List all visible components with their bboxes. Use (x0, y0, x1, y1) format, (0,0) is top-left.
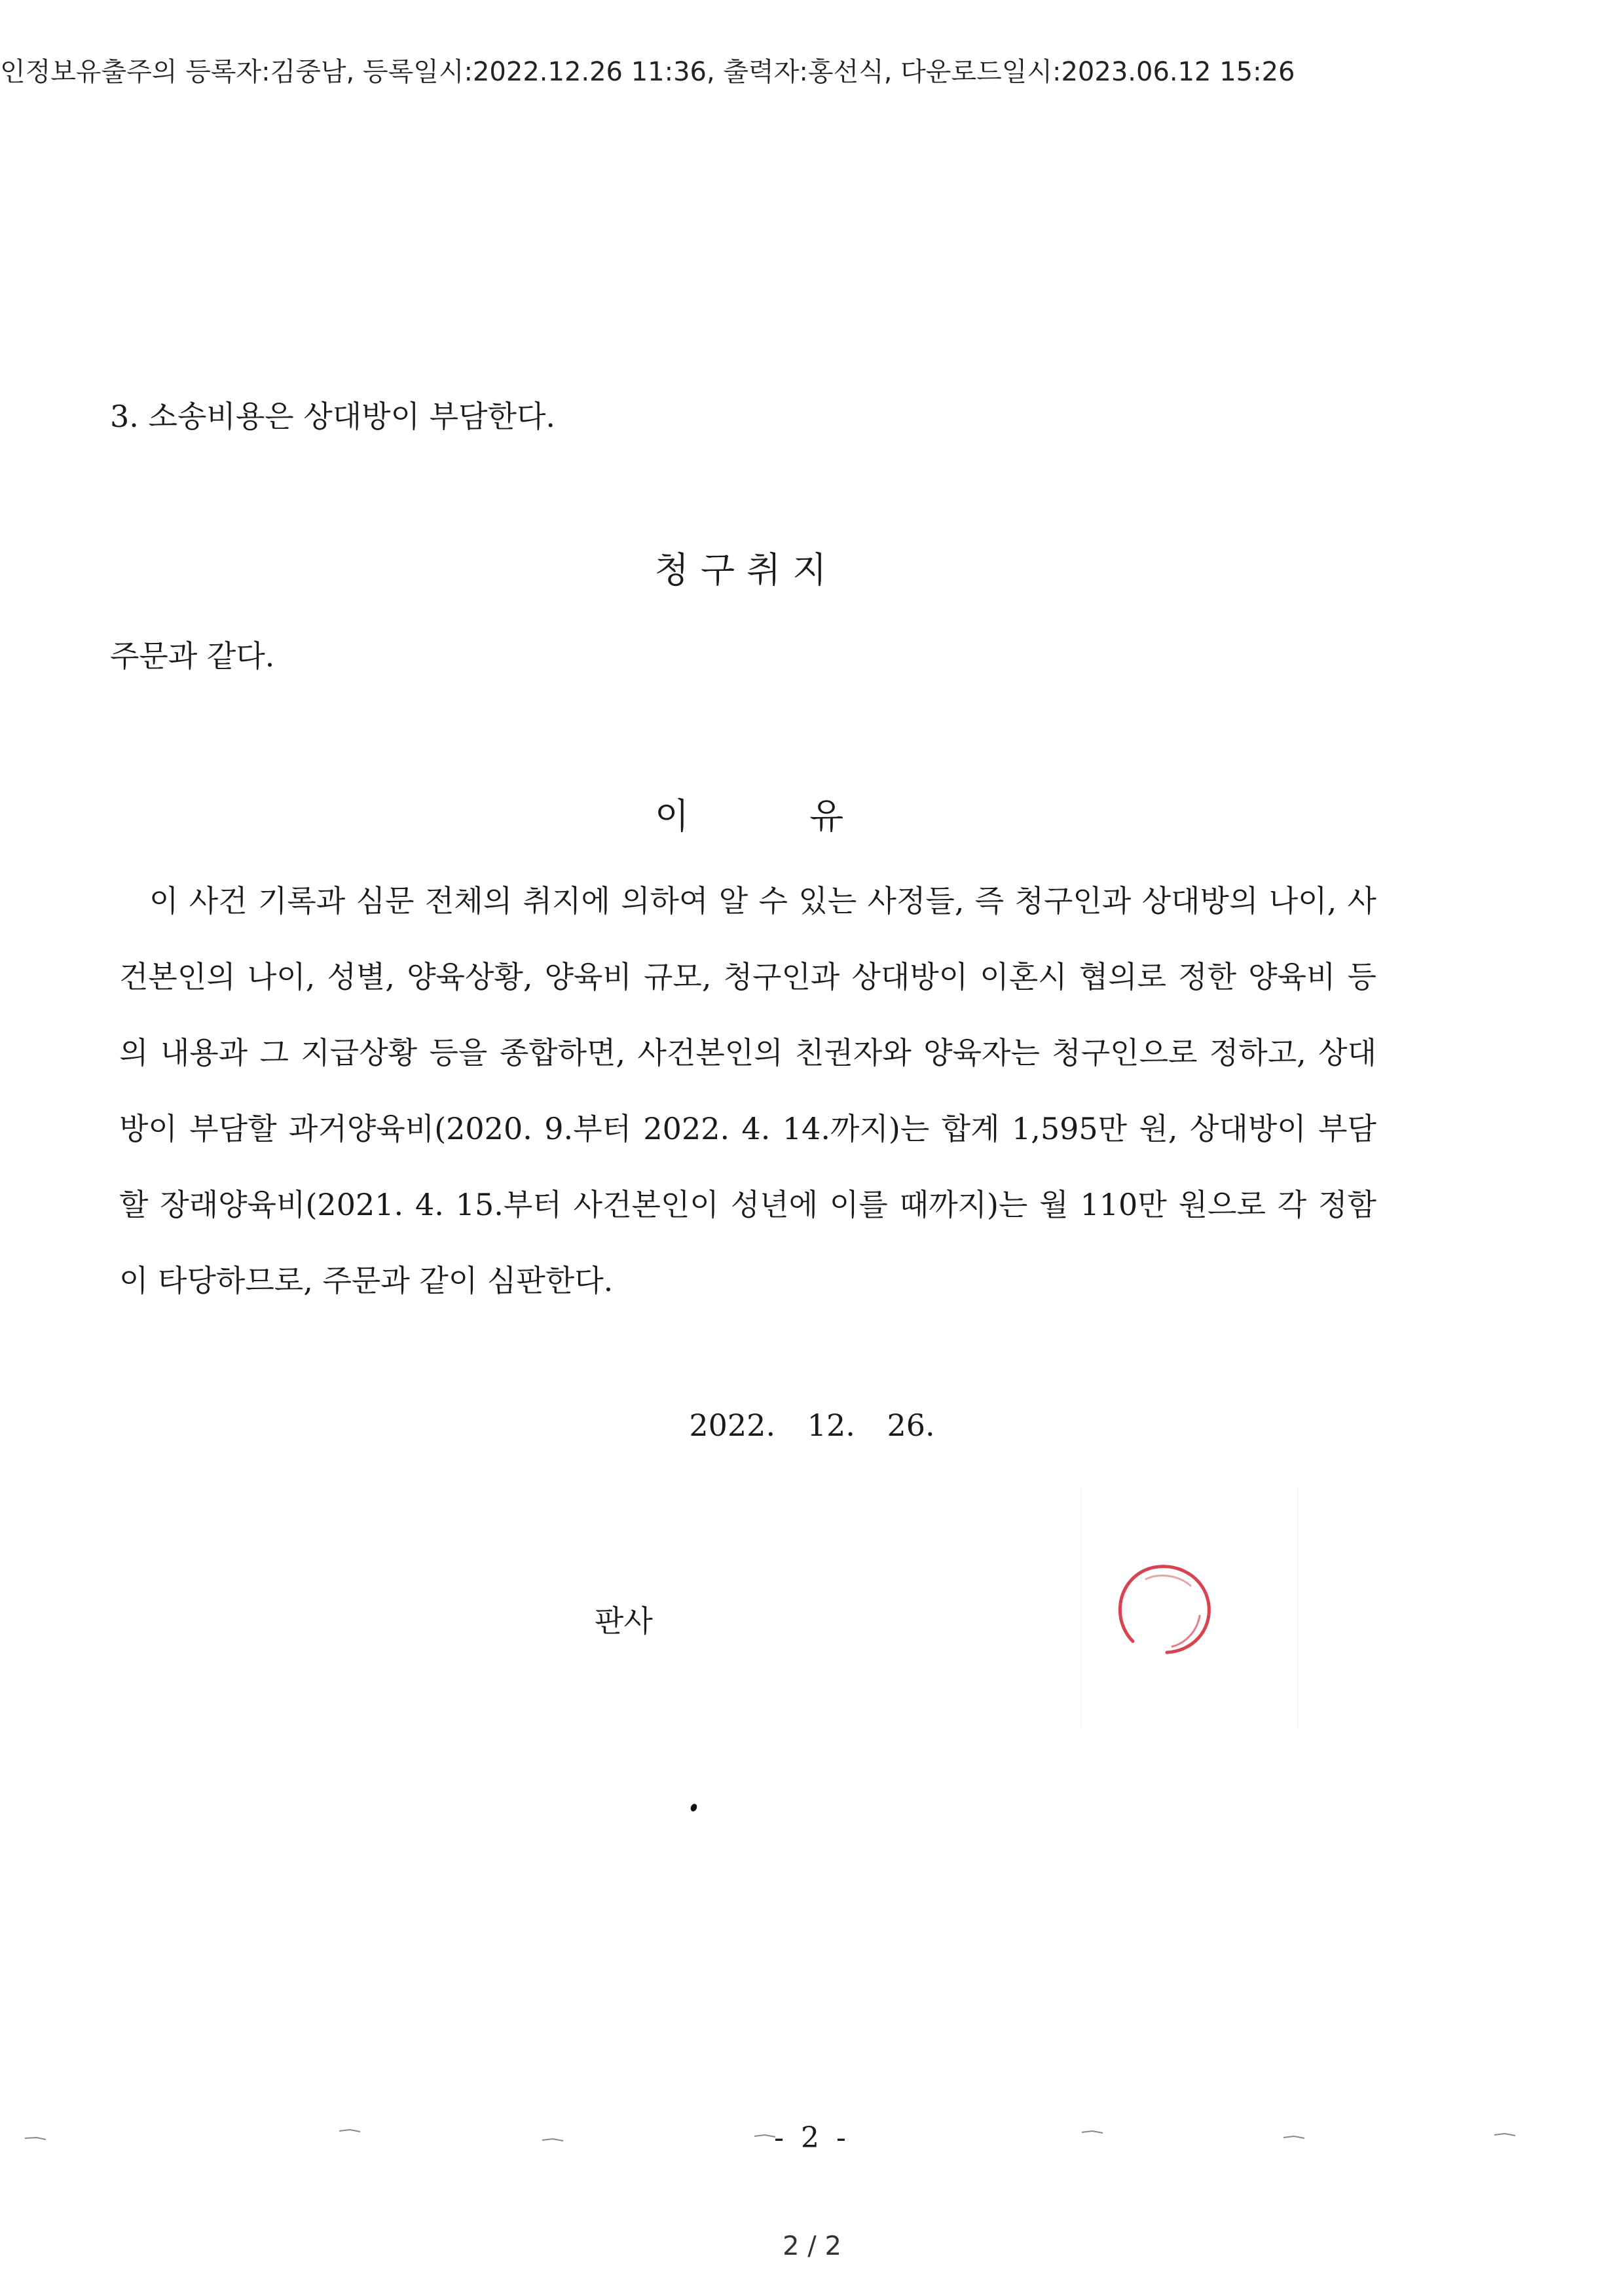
reasons-heading-left: 이 (655, 795, 690, 837)
page-counter: 2 / 2 (783, 2231, 841, 2261)
page-number: - 2 - (774, 2121, 850, 2155)
download-watermark-header: 인정보유출주의 등록자:김중남, 등록일시:2022.12.26 11:36, 출력자:홍선식, 다운로드일시:2023.06.12 15:26 (0, 57, 1295, 87)
judge-seal-stamp (1107, 1553, 1218, 1664)
scan-speck (690, 1803, 698, 1813)
claim-text: 주문과 같다. (110, 638, 275, 674)
judge-label: 판사 (595, 1603, 653, 1639)
claim-heading: 청구취지 (654, 549, 839, 591)
order-item-3: 3. 소송비용은 상대방이 부담한다. (110, 399, 556, 434)
reasons-paragraph: 이 사건 기록과 심문 전체의 취지에 의하여 알 수 있는 사정들, 즉 청구인과 상대방의 나이, 사건본인의 나이, 성별, 양육상황, 양육비 규모, 청구인과 상대방이 이혼시 협의로 정한 양육비 등의 내용과 그 지급상황 등을 종합하면, 사건본인의 친권자와 양육자는 청구인으로 정하고, 상대방이 부담할 과거양육비(2020. 9.부터 2022. 4. 14.까지)는 합계 1,595만 원, 상대방이 부담할 장래양육비(2021. 4. 15.부터 사건본인이 성년에 이를 때까지)는 월 110만 원으로 각 정함이 타당하므로, 주문과 같이 심판한다. (119, 883, 1376, 1298)
decision-date: 2022. 12. 26. (689, 1408, 935, 1443)
reasons-body (119, 863, 1376, 1319)
reasons-heading-right: 유 (809, 795, 844, 837)
